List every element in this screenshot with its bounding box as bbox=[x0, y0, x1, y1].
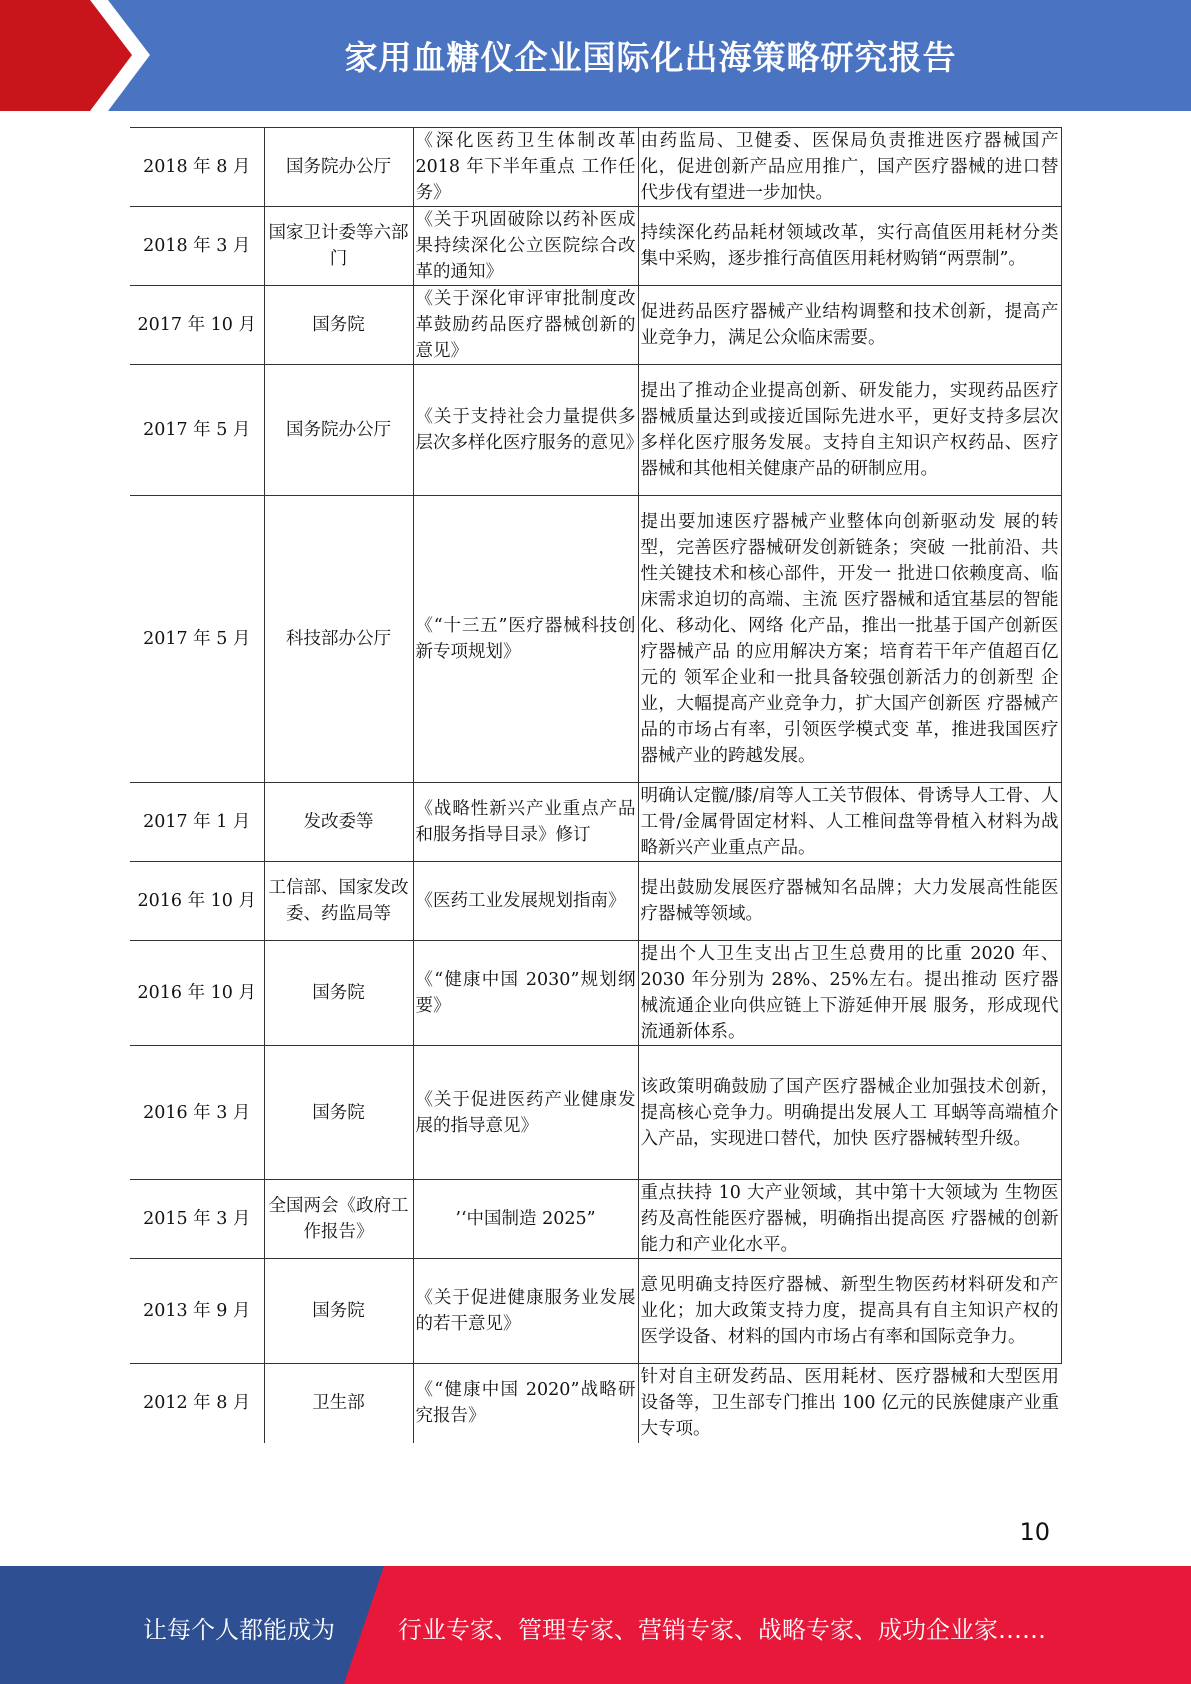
page-number: 10 bbox=[1019, 1518, 1050, 1546]
policy-date: 2016 年 3 月 bbox=[130, 1046, 264, 1180]
table-row bbox=[130, 783, 1061, 862]
policy-description: 提出个人卫生支出占卫生总费用的比重 2020 年、2030 年分别为 28%、25%左右。提出推动 医疗器械流通企业向供应链上下游延伸开展 服务，形成现代流通新体系。 bbox=[638, 941, 1061, 1046]
issuing-department: 卫生部 bbox=[264, 1364, 413, 1443]
policy-date: 2017 年 5 月 bbox=[130, 496, 264, 783]
policy-date: 2012 年 8 月 bbox=[130, 1364, 264, 1443]
policy-document: 《关于巩固破除以药补医成果持续深化公立医院综合改革的通知》 bbox=[413, 207, 638, 286]
page-header bbox=[0, 0, 1191, 111]
policy-document: ’‘中国制造 2025” bbox=[413, 1180, 638, 1259]
policy-date: 2015 年 3 月 bbox=[130, 1180, 264, 1259]
policy-document: 《关于促进健康服务业发展的若干意见》 bbox=[413, 1259, 638, 1364]
footer-slogan-left: 让每个人都能成为 bbox=[143, 1616, 335, 1644]
table-row bbox=[130, 286, 1061, 365]
issuing-department: 发改委等 bbox=[264, 783, 413, 862]
table-row bbox=[130, 128, 1061, 207]
policy-description: 提出要加速医疗器械产业整体向创新驱动发 展的转型，完善医疗器械研发创新链条；突破 一批前沿、共性关键技术和核心部件，开发一 批进口依赖度高、临床需求迫切的高端、主流 医疗器械和适宜基层的智能化、移动化、网络 化产品，推出一批基于国产创新医疗器械产品 的应用解决方案；培育若干年产值超百亿元的 领军企业和一批具备较强创新活力的创新型 企业，大幅提高产业竞争力，扩大国产创新医 疗器械产品的市场占有率，引领医学模式变 革，推进我国医疗器械产业的跨越发展。 bbox=[638, 496, 1061, 783]
policy-document: 《“十三五”医疗器械科技创新专项规划》 bbox=[413, 496, 638, 783]
policy-description: 提出了推动企业提高创新、研发能力，实现药品医疗器械质量达到或接近国际先进水平，更好支持多层次多样化医疗服务发展。支持自主知识产权药品、医疗器械和其他相关健康产品的研制应用。 bbox=[638, 365, 1061, 496]
policy-description: 由药监局、卫健委、医保局负责推进医疗器械国产化，促进创新产品应用推广，国产医疗器械的进口替代步伐有望进一步加快。 bbox=[638, 128, 1061, 207]
policy-date: 2018 年 3 月 bbox=[130, 207, 264, 286]
issuing-department: 科技部办公厅 bbox=[264, 496, 413, 783]
issuing-department: 国务院 bbox=[264, 941, 413, 1046]
table-row bbox=[130, 1259, 1061, 1364]
table-row bbox=[130, 862, 1061, 941]
policy-date: 2016 年 10 月 bbox=[130, 941, 264, 1046]
table-row bbox=[130, 1364, 1061, 1443]
policy-document: 《医药工业发展规划指南》 bbox=[413, 862, 638, 941]
policy-description: 促进药品医疗器械产业结构调整和技术创新，提高产业竞争力，满足公众临床需要。 bbox=[638, 286, 1061, 365]
policy-date: 2016 年 10 月 bbox=[130, 862, 264, 941]
policy-document: 《关于支持社会力量提供多层次多样化医疗服务的意见》 bbox=[413, 365, 638, 496]
policy-document: 《战略性新兴产业重点产品和服务指导目录》修订 bbox=[413, 783, 638, 862]
policy-description: 意见明确支持医疗器械、新型生物医药材料研发和产业化；加大政策支持力度，提高具有自主知识产权的医学设备、材料的国内市场占有率和国际竞争力。 bbox=[638, 1259, 1061, 1364]
issuing-department: 全国两会《政府工作报告》 bbox=[264, 1180, 413, 1259]
table-row bbox=[130, 496, 1061, 783]
policy-description: 重点扶持 10 大产业领域，其中第十大领域为 生物医药及高性能医疗器械，明确指出提高医 疗器械的创新能力和产业化水平。 bbox=[638, 1180, 1061, 1259]
policy-date: 2017 年 1 月 bbox=[130, 783, 264, 862]
report-title: 家用血糖仪企业国际化出海策略研究报告 bbox=[344, 38, 957, 77]
policy-date: 2017 年 5 月 bbox=[130, 365, 264, 496]
policy-document: 《关于深化审评审批制度改革鼓励药品医疗器械创新的意见》 bbox=[413, 286, 638, 365]
issuing-department: 国务院办公厅 bbox=[264, 365, 413, 496]
policy-description: 持续深化药品耗材领域改革，实行高值医用耗材分类集中采购，逐步推行高值医用耗材购销“两票制”。 bbox=[638, 207, 1061, 286]
policy-description: 该政策明确鼓励了国产医疗器械企业加强技术创新，提高核心竞争力。明确提出发展人工 耳蜗等高端植介入产品，实现进口替代，加快 医疗器械转型升级。 bbox=[638, 1046, 1061, 1180]
policy-document: 《“健康中国 2030”规划纲要》 bbox=[413, 941, 638, 1046]
policy-description: 针对自主研发药品、医用耗材、医疗器械和大型医用设备等，卫生部专门推出 100 亿元的民族健康产业重大专项。 bbox=[638, 1364, 1061, 1443]
policy-date: 2013 年 9 月 bbox=[130, 1259, 264, 1364]
page-footer bbox=[0, 1566, 1191, 1684]
policy-date: 2018 年 8 月 bbox=[130, 128, 264, 207]
policy-document: 《关于促进医药产业健康发展的指导意见》 bbox=[413, 1046, 638, 1180]
issuing-department: 国务院办公厅 bbox=[264, 128, 413, 207]
policy-document: 《“健康中国 2020”战略研究报告》 bbox=[413, 1364, 638, 1443]
policy-description: 提出鼓励发展医疗器械知名品牌；大力发展高性能医疗器械等领域。 bbox=[638, 862, 1061, 941]
issuing-department: 工信部、国家发改委、药监局等 bbox=[264, 862, 413, 941]
policy-date: 2017 年 10 月 bbox=[130, 286, 264, 365]
footer-slogan-right: 行业专家、管理专家、营销专家、战略专家、成功企业家…… bbox=[398, 1616, 1046, 1644]
issuing-department: 国务院 bbox=[264, 1259, 413, 1364]
table-row bbox=[130, 207, 1061, 286]
issuing-department: 国务院 bbox=[264, 1046, 413, 1180]
issuing-department: 国家卫计委等六部门 bbox=[264, 207, 413, 286]
issuing-department: 国务院 bbox=[264, 286, 413, 365]
policy-description: 明确认定髋/膝/肩等人工关节假体、骨诱导人工骨、人工骨/金属骨固定材料、人工椎间盘等骨植入材料为战略新兴产业重点产品。 bbox=[638, 783, 1061, 862]
policy-document: 《深化医药卫生体制改革 2018 年下半年重点 工作任务》 bbox=[413, 128, 638, 207]
table-row bbox=[130, 1046, 1061, 1180]
table-row bbox=[130, 365, 1061, 496]
table-row bbox=[130, 941, 1061, 1046]
table-row bbox=[130, 1180, 1061, 1259]
policy-table bbox=[130, 127, 1062, 1443]
